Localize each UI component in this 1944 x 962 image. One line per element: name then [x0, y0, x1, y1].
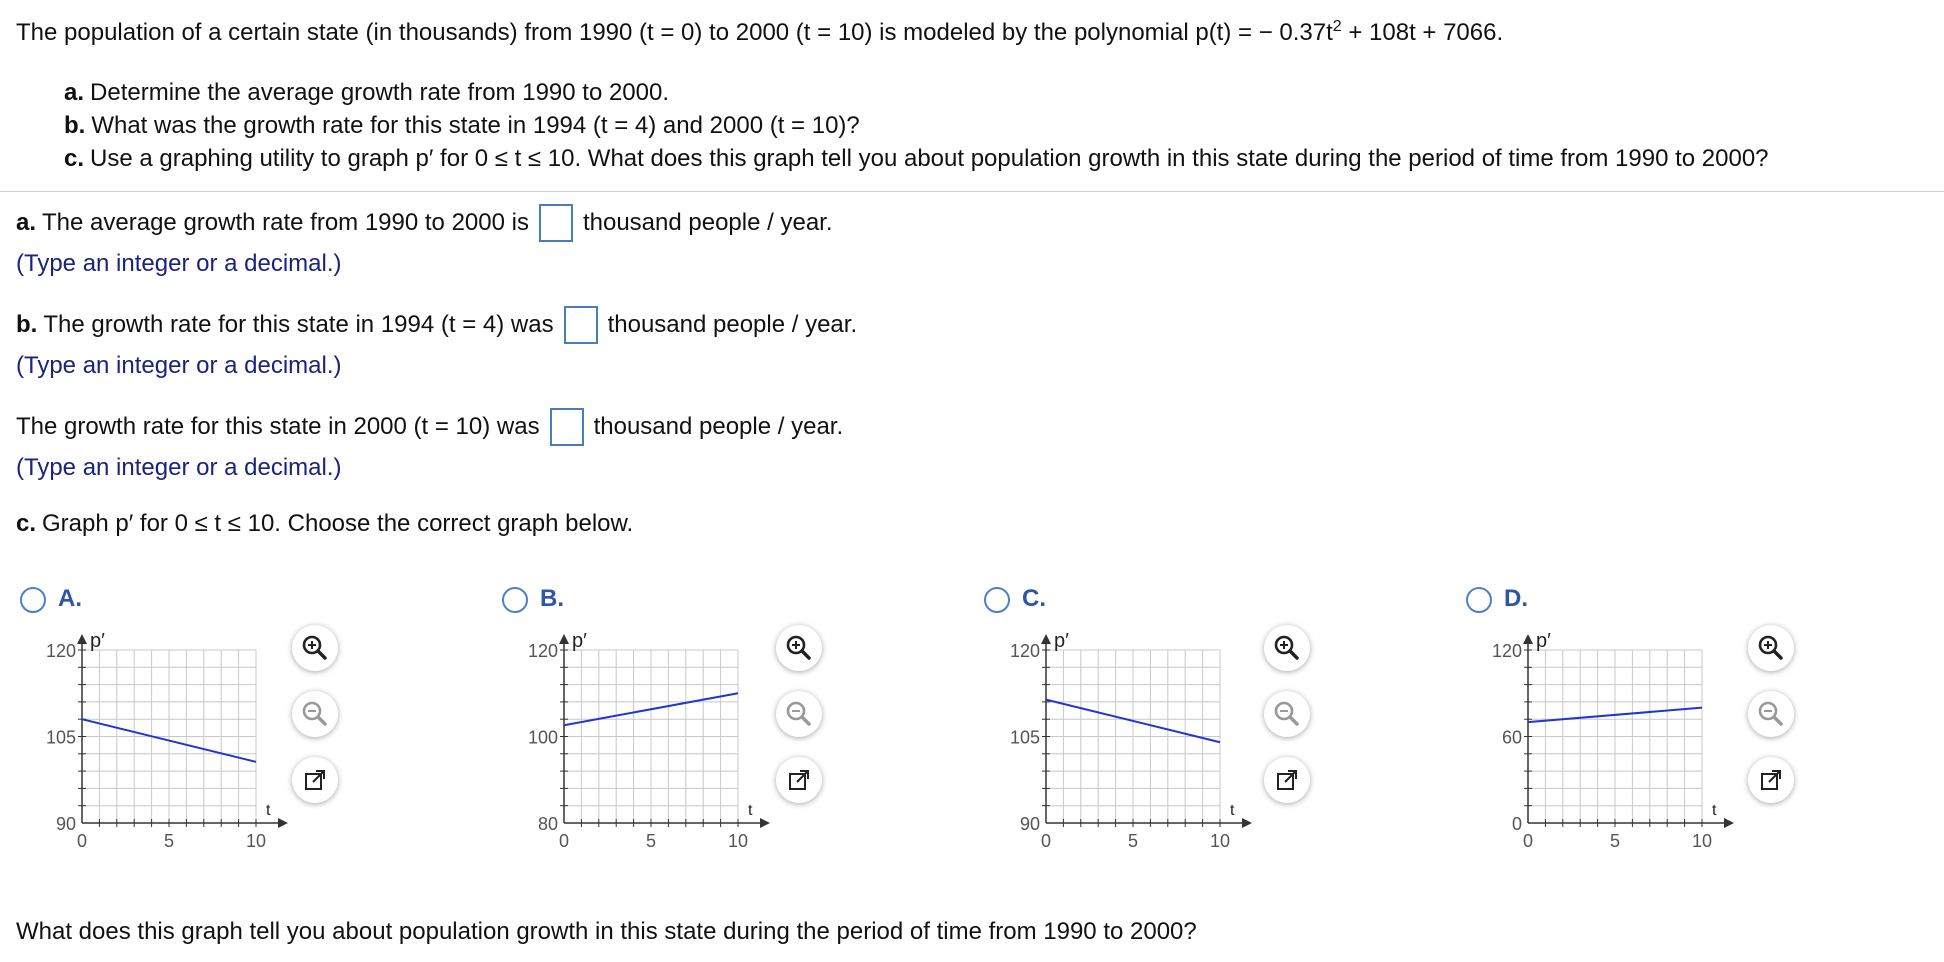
choice-c-zoom-out-button[interactable]: [1264, 691, 1310, 737]
x-tick-label: 0: [558, 831, 570, 851]
choice-c-graph: [980, 630, 1300, 870]
choice-a-zoom-in-button[interactable]: [292, 625, 338, 671]
x-tick-label: 5: [645, 831, 657, 851]
answer-b2-hint: (Type an integer or a decimal.): [16, 454, 342, 481]
answer-b1-hint: (Type an integer or a decimal.): [16, 352, 342, 379]
choice-b: [498, 585, 978, 885]
choice-b-popout-button[interactable]: [776, 757, 822, 803]
y-tick-label: 105: [1009, 727, 1040, 748]
y-axis-arrow: [559, 634, 569, 644]
answer-b1-line: b. The growth rate for this state in 1994 (t = 4) was thousand people / year.: [16, 306, 857, 344]
choice-c: [980, 585, 1460, 885]
y-axis-label: p′: [1054, 630, 1069, 652]
question-stem: [16, 18, 1503, 47]
zoom-out-icon: [1272, 699, 1302, 729]
y-tick-label: 0: [1511, 814, 1522, 834]
y-axis-label: p′: [572, 630, 587, 652]
zoom-in-icon: [1272, 633, 1302, 663]
y-tick-label: 120: [1491, 641, 1522, 661]
y-tick-label: 120: [527, 641, 558, 661]
x-tick-label: 0: [1522, 831, 1534, 851]
y-tick-label: 80: [537, 814, 558, 834]
y-tick-label: 120: [1009, 641, 1040, 661]
y-axis-arrow: [1523, 634, 1533, 644]
x-tick-label: 5: [163, 831, 175, 851]
y-axis-label: p′: [1536, 630, 1551, 652]
popout-icon: [1274, 767, 1300, 793]
choice-a-popout-button[interactable]: [292, 757, 338, 803]
popout-icon: [1758, 767, 1784, 793]
choice-d-graph: [1462, 630, 1782, 870]
y-tick-label: 90: [55, 814, 76, 834]
x-axis-label: t: [748, 802, 753, 819]
choice-b-label: B.: [540, 585, 564, 612]
answer-a-input[interactable]: [539, 204, 573, 242]
x-tick-label: 10: [1209, 831, 1231, 851]
x-tick-label: 5: [1609, 831, 1621, 851]
stem-text: The population of a certain state (in thousands) from 1990 (t = 0) to 2000 (t = 10) is modeled by the polynomial p(t) = − 0.37t: [16, 19, 1333, 46]
stem-exponent: 2: [1332, 18, 1342, 35]
answer-a-line: a. The average growth rate from 1990 to 2000 is thousand people / year.: [16, 204, 833, 242]
y-tick-label: 120: [45, 641, 76, 661]
question-part-c: c. Use a graphing utility to graph p′ for 0 ≤ t ≤ 10. What does this graph tell you about population growth in this state during the period of time from 1990 to 2000?: [64, 145, 1769, 172]
x-axis-arrow: [278, 818, 288, 828]
choice-a: [16, 585, 496, 885]
choice-b-radio[interactable]: [502, 587, 528, 613]
choice-c-radio[interactable]: [984, 587, 1010, 613]
final-question: What does this graph tell you about population growth in this state during the period of time from 1990 to 2000?: [16, 918, 1197, 945]
x-tick-label: 10: [727, 831, 749, 851]
section-divider: [0, 191, 1944, 192]
y-tick-label: 60: [1501, 727, 1522, 748]
zoom-in-icon: [1756, 633, 1786, 663]
x-tick-label: 10: [1691, 831, 1713, 851]
x-tick-label: 0: [76, 831, 88, 851]
y-axis-arrow: [1041, 634, 1051, 644]
answer-b2-input[interactable]: [550, 408, 584, 446]
choice-d: [1462, 585, 1942, 885]
x-axis-arrow: [760, 818, 770, 828]
answer-b1-input[interactable]: [564, 306, 598, 344]
y-tick-label: 105: [45, 727, 76, 748]
x-axis-label: t: [266, 802, 271, 819]
answer-b2-line: The growth rate for this state in 2000 (t = 10) was thousand people / year.: [16, 408, 843, 446]
x-axis-label: t: [1230, 802, 1235, 819]
choice-c-zoom-in-button[interactable]: [1264, 625, 1310, 671]
question-part-b: b. What was the growth rate for this state in 1994 (t = 4) and 2000 (t = 10)?: [64, 112, 860, 139]
part-c-prompt: c. Graph p′ for 0 ≤ t ≤ 10. Choose the correct graph below.: [16, 510, 634, 537]
zoom-in-icon: [300, 633, 330, 663]
choice-c-popout-button[interactable]: [1264, 757, 1310, 803]
x-axis-arrow: [1724, 818, 1734, 828]
x-tick-label: 10: [245, 831, 267, 851]
zoom-out-icon: [300, 699, 330, 729]
answer-a-hint: (Type an integer or a decimal.): [16, 250, 342, 277]
question-parts: [64, 76, 1769, 175]
zoom-in-icon: [784, 633, 814, 663]
choice-a-graph: [16, 630, 336, 870]
choice-d-zoom-in-button[interactable]: [1748, 625, 1794, 671]
choice-c-label: C.: [1022, 585, 1046, 612]
x-tick-label: 5: [1127, 831, 1139, 851]
choice-b-zoom-in-button[interactable]: [776, 625, 822, 671]
choice-a-label: A.: [58, 585, 82, 612]
choice-d-zoom-out-button[interactable]: [1748, 691, 1794, 737]
stem-tail: + 108t + 7066.: [1341, 19, 1504, 46]
x-axis-arrow: [1242, 818, 1252, 828]
question-part-a: a. Determine the average growth rate from 1990 to 2000.: [64, 79, 670, 106]
choice-a-zoom-out-button[interactable]: [292, 691, 338, 737]
y-tick-label: 90: [1019, 814, 1040, 834]
zoom-out-icon: [784, 699, 814, 729]
choice-b-zoom-out-button[interactable]: [776, 691, 822, 737]
popout-icon: [302, 767, 328, 793]
choice-b-graph: [498, 630, 818, 870]
y-tick-label: 100: [527, 727, 558, 748]
choice-d-label: D.: [1504, 585, 1528, 612]
y-axis-arrow: [77, 634, 87, 644]
popout-icon: [786, 767, 812, 793]
zoom-out-icon: [1756, 699, 1786, 729]
choice-d-radio[interactable]: [1466, 587, 1492, 613]
x-axis-label: t: [1712, 802, 1717, 819]
choice-a-radio[interactable]: [20, 587, 46, 613]
choice-d-popout-button[interactable]: [1748, 757, 1794, 803]
y-axis-label: p′: [90, 630, 105, 652]
x-tick-label: 0: [1040, 831, 1052, 851]
